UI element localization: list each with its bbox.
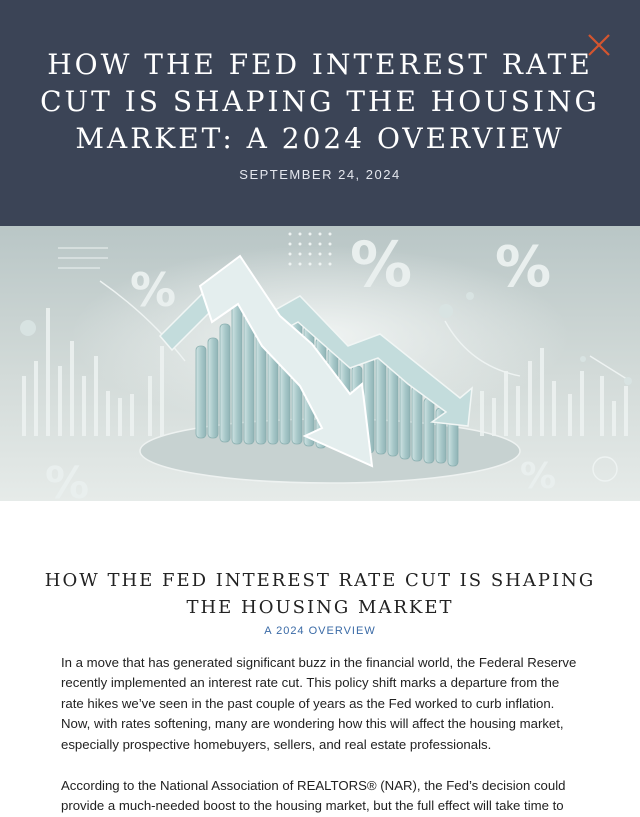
banner-image	[0, 226, 640, 501]
close-icon[interactable]	[584, 30, 614, 60]
percent-symbol: %	[520, 456, 557, 497]
article	[0, 501, 640, 814]
hero-header	[0, 0, 640, 226]
hero-title: HOW THE FED INTEREST RATE CUT IS SHAPING THE HOUSING MARKET: A 2024 OVERVIEW	[40, 48, 600, 155]
article-subtitle: A 2024 OVERVIEW	[264, 625, 376, 637]
article-paragraph: According to the National Association of REALTORS® (NAR), the Fed’s decision could provide a much-needed boost to the housing market, but the full effect will take time to	[61, 778, 566, 814]
percent-symbol: %	[45, 458, 90, 501]
percent-symbol: %	[130, 263, 177, 317]
percent-symbol: %	[495, 235, 552, 300]
publish-date: SEPTEMBER 24, 2024	[239, 167, 401, 182]
percent-symbol: %	[350, 228, 413, 301]
article-paragraph: In a move that has generated significant buzz in the financial world, the Federal Reserve recently implemented an interest rate cut. This policy shift marks a departure from the rate hikes we’ve seen in the past couple of years as the Fed worked to curb inflation. Now, with rates softening, many are wondering how this will affect the housing market, especially prospective homebuyers, sellers, and real estate professionals.	[61, 655, 577, 752]
article-title: HOW THE FED INTEREST RATE CUT IS SHAPING THE HOUSING MARKET	[44, 570, 596, 618]
